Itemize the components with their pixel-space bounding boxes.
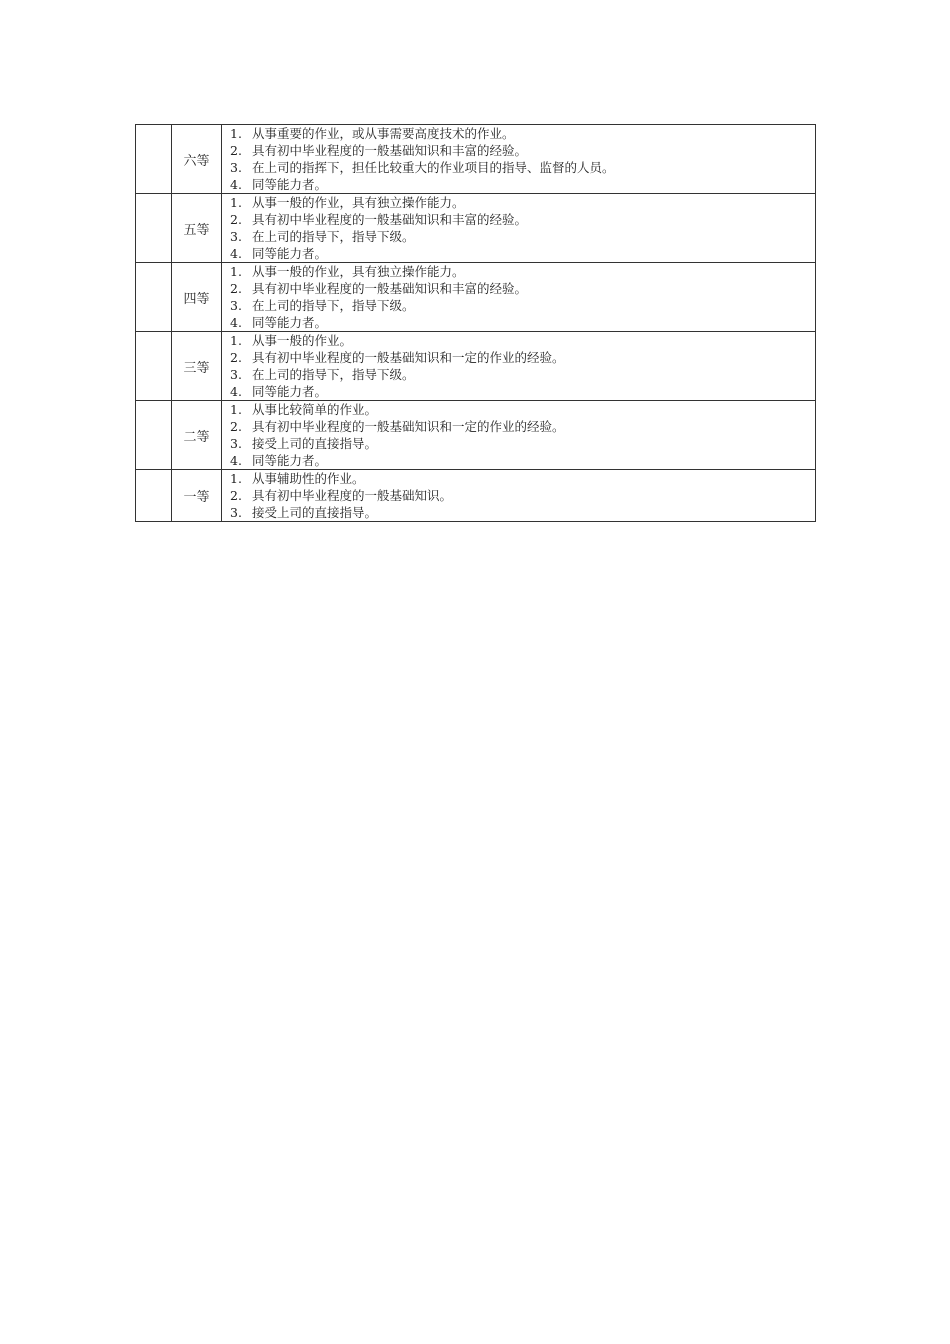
requirement-item	[230, 332, 815, 349]
item-number: 4.	[230, 384, 242, 399]
item-text: 同等能力者。	[252, 453, 328, 468]
item-text: 在上司的指导下，指导下级。	[252, 367, 415, 382]
table-row	[136, 125, 816, 194]
blank-cell	[136, 470, 172, 522]
grade-requirements-table	[135, 124, 816, 522]
requirement-item	[230, 452, 815, 469]
requirements-cell	[222, 332, 816, 401]
item-text: 从事比较简单的作业。	[252, 402, 378, 417]
item-number: 1.	[230, 195, 242, 210]
requirement-item	[230, 142, 815, 159]
item-number: 4.	[230, 453, 242, 468]
blank-cell	[136, 125, 172, 194]
table-row	[136, 332, 816, 401]
item-number: 1.	[230, 471, 242, 486]
requirement-item	[230, 194, 815, 211]
requirement-item	[230, 297, 815, 314]
item-number: 2.	[230, 419, 242, 434]
item-text: 在上司的指导下，指导下级。	[252, 229, 415, 244]
item-number: 3.	[230, 160, 242, 175]
requirement-item	[230, 418, 815, 435]
requirement-item	[230, 211, 815, 228]
item-number: 2.	[230, 281, 242, 296]
item-text: 具有初中毕业程度的一般基础知识和丰富的经验。	[252, 143, 528, 158]
item-number: 3.	[230, 298, 242, 313]
requirement-item	[230, 314, 815, 331]
requirement-item	[230, 228, 815, 245]
requirement-item	[230, 504, 815, 521]
item-text: 同等能力者。	[252, 315, 328, 330]
item-text: 接受上司的直接指导。	[252, 505, 378, 520]
requirement-item	[230, 245, 815, 262]
item-text: 从事一般的作业，具有独立操作能力。	[252, 195, 465, 210]
item-text: 具有初中毕业程度的一般基础知识和一定的作业的经验。	[252, 419, 565, 434]
item-number: 4.	[230, 177, 242, 192]
item-number: 3.	[230, 436, 242, 451]
blank-cell	[136, 401, 172, 470]
item-number: 3.	[230, 505, 242, 520]
requirement-item	[230, 435, 815, 452]
item-number: 2.	[230, 350, 242, 365]
item-number: 4.	[230, 315, 242, 330]
table-body	[136, 125, 816, 522]
item-number: 1.	[230, 126, 242, 141]
requirement-item	[230, 366, 815, 383]
item-number: 4.	[230, 246, 242, 261]
item-text: 具有初中毕业程度的一般基础知识和一定的作业的经验。	[252, 350, 565, 365]
requirement-item	[230, 401, 815, 418]
grade-cell: 二等	[172, 401, 222, 470]
table-row	[136, 263, 816, 332]
item-number: 1.	[230, 333, 242, 348]
grade-cell: 三等	[172, 332, 222, 401]
item-text: 从事一般的作业。	[252, 333, 353, 348]
grade-cell: 五等	[172, 194, 222, 263]
requirement-item	[230, 383, 815, 400]
item-text: 同等能力者。	[252, 177, 328, 192]
requirement-item	[230, 349, 815, 366]
item-text: 在上司的指挥下，担任比较重大的作业项目的指导、监督的人员。	[252, 160, 615, 175]
requirements-cell	[222, 401, 816, 470]
requirement-item	[230, 487, 815, 504]
requirements-cell	[222, 470, 816, 522]
requirement-item	[230, 470, 815, 487]
requirements-cell	[222, 125, 816, 194]
item-text: 具有初中毕业程度的一般基础知识。	[252, 488, 453, 503]
table-row	[136, 401, 816, 470]
requirement-item	[230, 263, 815, 280]
item-text: 同等能力者。	[252, 384, 328, 399]
item-text: 从事辅助性的作业。	[252, 471, 365, 486]
table-row	[136, 470, 816, 522]
item-text: 具有初中毕业程度的一般基础知识和丰富的经验。	[252, 212, 528, 227]
requirement-item	[230, 280, 815, 297]
blank-cell	[136, 332, 172, 401]
item-number: 2.	[230, 212, 242, 227]
table-row	[136, 194, 816, 263]
requirements-cell	[222, 263, 816, 332]
item-text: 在上司的指导下，指导下级。	[252, 298, 415, 313]
requirements-cell	[222, 194, 816, 263]
requirement-item	[230, 159, 815, 176]
item-number: 1.	[230, 264, 242, 279]
item-number: 2.	[230, 488, 242, 503]
item-number: 3.	[230, 229, 242, 244]
grade-cell: 六等	[172, 125, 222, 194]
item-text: 同等能力者。	[252, 246, 328, 261]
item-number: 3.	[230, 367, 242, 382]
requirement-item	[230, 125, 815, 142]
requirement-item	[230, 176, 815, 193]
item-text: 从事一般的作业，具有独立操作能力。	[252, 264, 465, 279]
blank-cell	[136, 194, 172, 263]
item-text: 具有初中毕业程度的一般基础知识和丰富的经验。	[252, 281, 528, 296]
item-number: 1.	[230, 402, 242, 417]
item-number: 2.	[230, 143, 242, 158]
blank-cell	[136, 263, 172, 332]
grade-cell: 四等	[172, 263, 222, 332]
item-text: 接受上司的直接指导。	[252, 436, 378, 451]
grade-cell: 一等	[172, 470, 222, 522]
item-text: 从事重要的作业，或从事需要高度技术的作业。	[252, 126, 515, 141]
